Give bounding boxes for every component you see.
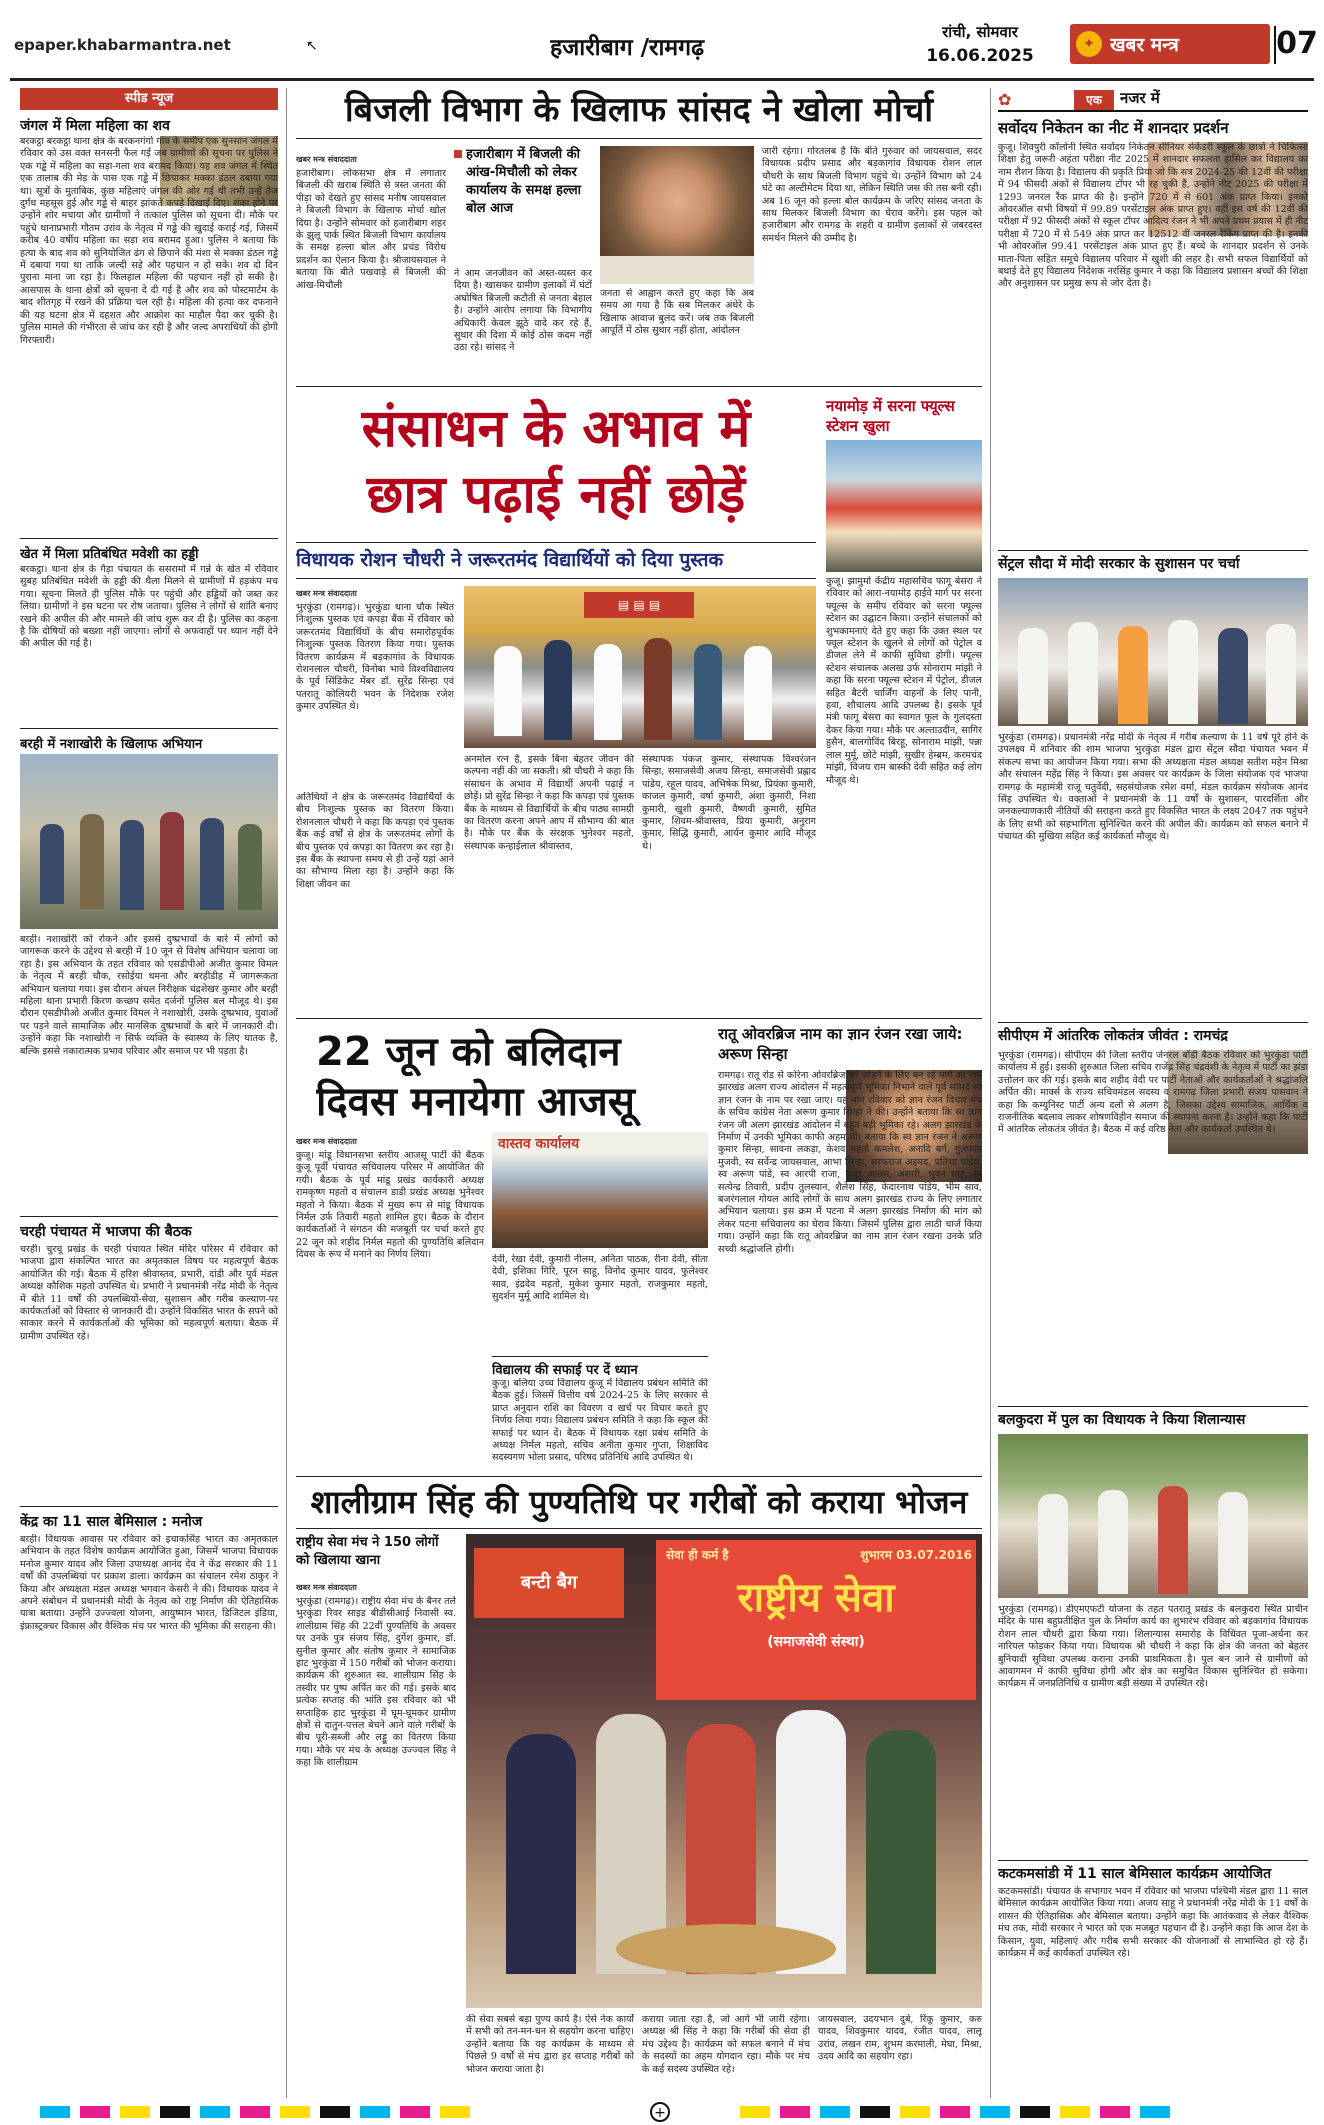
story-body: हजारीबाग। लोकसभा क्षेत्र में लगातार बिजली की खराब स्थिति से त्रस्त जनता की पीड़ा को देखते हुए सांसद मनीष जायसवाल ने बिजली विभाग के खिलाफ मोर्चा खोल दिया है। उन्होंने सोमवार को हजारीबाग शहर के झुलू पार्क स्थित बिजली विभाग कार्यालय के समक्ष हल्ला बोल और प्रचंड विरोध प्रदर्शन का ऐलान किया है। श्रीजायसवाल ने बताया कि बीते पखवाड़े से बिजली की आंख-मिचौली — [296, 168, 446, 291]
story-body: भुरकुंडा (रामगढ़)। भुरकुंडा थाना चौक स्थित निःशुल्क पुस्तक एवं कपड़ा बैंक में रविवार को जरूरतमंद विद्यार्थियों के बीच समारोहपूर्वक निःशुल्क पुस्तक वितरण किया गया। पुस्तक वितरण कार्यक्रम में बड़कागांव के विधायक रोशनलाल चौधरी, विनोबा भावे विश्वविद्यालय के पूर्व सिंडिकेट मेंबर डॉ. सुरेंद्र सिन्हा एवं पतरातू कोलियरी भवन के निदेशक रजेश कुमार उपस्थित थे। — [296, 602, 454, 713]
callout-text: हजारीबाग में बिजली की आंख-मिचौली को लेकर कार्यालय के समक्ष हल्ला बोल आज — [466, 147, 582, 216]
issue-date: 16.06.2025 — [926, 46, 1034, 66]
story-headline: सेंट्रल सौदा में मोदी सरकार के सुशासन पर चर्चा — [998, 556, 1240, 572]
bjp-meeting-photo — [998, 578, 1308, 726]
fuel-station-photo — [826, 440, 982, 572]
story-headline: चरही पंचायत में भाजपा की बैठक — [20, 1224, 192, 1240]
story-body: बरकट्ठा। थाना क्षेत्र के गैड़ा पंचायत के ससरामो में गन्ने के खेत में रविवार सुबह प्रतिबंधित मवेशी के हड्डी की थैला मिलने से ग्रामीणों में हड़कंप मच गया। सूचना मिलते ही पुलिस मौके पर पहुंची और हड्डियों को जब्त कर लिया। ग्रामीणों ने इस घटना पर रोष जताया। पुलिस ने लोगों से शांति बनाए रखने की अपील की और मामले की जांच शुरू कर दी है। पुलिस का कहना है कि दोषियों को बख्शा नहीं जाएगा। लोगों से अफवाहों पर ध्यान नहीं देने की अपील की गई है। — [20, 564, 278, 650]
story-headline: जंगल में मिला महिला का शव — [20, 118, 170, 134]
label-tag: एक — [1074, 90, 1114, 110]
story-headline-line2: दिवस मनायेगा आजसू — [316, 1079, 635, 1125]
main-story — [296, 392, 816, 1014]
banner-title: राष्ट्रीय सेवा — [737, 1575, 895, 1621]
story-body: संस्थापक पंकज कुमार, संस्थापक विश्वरंजन सिन्हा, समाजसेवी अजय सिन्हा, समाजसेवी प्रह्लाद पांडेय, रहूल यादव, अभिषेक मिश्रा, प्रियंका कुमारी, काजल कुमारी, वर्षा कुमारी, अंशा कुमारी, निशा कुमारी, खुशी कुमारी, वैष्णवी कुमारी, सुमित कुमार, शिवम-श्रीवास्तव, प्रिया कुमारी, अनुराग कुमार, सिद्धि कुमारी, आर्यन कुमार आदि मौजूद थे। — [642, 754, 816, 852]
color-swatches-right — [740, 2106, 1280, 2118]
masthead — [0, 0, 1324, 84]
main-subhead: विधायक रोशन चौधरी ने जरूरतमंद विद्यार्थियों को दिया पुस्तक — [296, 549, 724, 571]
story-headline: विद्यालय की सफाई पर दें ध्यान — [492, 1363, 638, 1378]
site-url[interactable]: epaper.khabarmantra.net — [14, 36, 231, 54]
brand-logo — [1070, 24, 1270, 64]
story-body: देवी, रेखा देवी, कुमारी नीलम, अनिता पाठक, रीना देवी, सीता देवी, इशिका गिरि, पूरन साहू, विनोद कुमार यादव, फुलेश्वर साव, इंद्रदेव महतो, मुकेश कुमार महतो, राजकुमार महतो, सुदर्शन मुर्मू आदि शामिल थे। — [492, 1254, 708, 1303]
color-swatches-left — [40, 2106, 560, 2118]
byline: खबर मन्त्र संवाददाता — [296, 1583, 357, 1592]
story-body: कुजू। झामुमो केंद्रीय महासचिव फागू बेसरा ने रविवार को आरा-नयामोड़ हाईवे मार्ग पर सरना फ्यूल्स के समीप रविवार को सरना फ्यूल्स स्टेशन का उद्घाटन किया। उन्होंने संचालकों को शुभकामनाएं देते हुए कहा कि उक्त स्थल पर फ्यूल स्टेशन के खुलने से लोगों को पेट्रोल व डीजल लेने में काफी सुविधा होगी। फ्यूल्स स्टेशन संचालक अलख उर्फ सोनाराम मांझी ने कहा कि सरना फ्यूल्स स्टेशन में पेट्रोल, डीजल सहित बैटरी चार्जिंग वाहनों के लिए पानी, हवा, शौचालय आदि उपलब्ध है। इसके पूर्व मंत्री फागू बेसरा का स्वागत फूल के गुलदस्ता देकर किया गया। मौके पर अल्ताउदीन, सागिर हुसैन, बालगोविंद बिरहू, सोनाराम मांझी, पन्ना लाल मुर्मू, छोटे मांझी, सुखीर हेम्ब्रम, करमचंद मांझी, विजय राम बास्की देवी सहित कई लोग मौजूद थे। — [826, 576, 982, 786]
story-headline: नयामोड़ में सरना फ्यूल्स स्टेशन खुला — [826, 397, 955, 435]
byline: खबर मन्त्र संवाददाता — [296, 589, 357, 598]
ajsu-story — [296, 1022, 708, 1472]
story-body: भुरकुंडा (रामगढ़)। प्रधानमंत्री नरेंद्र मोदी के नेतृत्व में गरीब कल्याण के 11 वर्ष पूरे होने के उपलक्ष्य में शनिवार की शाम भाजपा भुरकुंडा मंडल द्वारा सेंट्रल सौदा पंचायत भवन में संकल्प सभा का आयोजन किया गया। सभा की अध्यक्षता मंडल अध्यक्ष सतीश महेन मिश्रा और संचालन महेंद्र सिंह ने किया। इस अवसर पर कार्यक्रम के जिला संयोजक एवं भाजपा रामगढ़ के महामंत्री राजू चतुर्वेदी, सहसंयोजक रमेश वर्मा, मंडल कार्यक्रम संयोजक आनंद सिंह उपस्थित थे। वक्ताओं ने प्रधानमंत्री के 11 वर्षों के सुशासन, पारदर्शिता और जनकल्याणकारी नीतियों की सराहना करते हुए विकसित भारत के लक्ष्य 2047 तक पहुंचने के लिए सभी को सहभागिता सुनिश्चित करने की अपील की। कार्यक्रम को सफल बनाने में पंचायत की मुखिया सहित कई कार्यकर्ता मौजूद थे। — [998, 732, 1308, 843]
food-distribution-photo — [466, 1534, 982, 2008]
section-label — [998, 88, 1308, 112]
story-headline: केंद्र का 11 साल बेमिसाल : मनोज — [20, 1514, 203, 1530]
story-body: बरही। नशाखोरी को रोकने और इससे दुष्प्रभावों के बारे में लोगों को जागरूक करने के उद्देश्य से बरही में 10 जून से विशेष अभियान चलाया जा रहा है। इस अभियान के तहत रविवार को एसडीपीओ अजीत कुमार विमल के नेतृत्व में बरही चौक, रसोईया धमना और बरहीडीह में जागरूकता अभियान चलाया गया। इस दौरान अंचल निरीक्षक चंद्रशेखर कुमार और बरही महिला थाना प्रभारी किरण कच्छप समेत दर्जनों पुलिस बल मौजूद थे। इस दौरान एसडीपीओ अजीत कुमार विमल ने नशाखोरी, उसके दुष्प्रभाव, युवाओं पर पड़ने वाले सामाजिक और मानसिक दुष्प्रभावों के बारे में जानकारी दी। उन्होंने कहा कि नशाखोरी न सिर्फ व्यक्ति के स्वास्थ्य के लिए घातक है, बल्कि इससे नकारात्मक प्रभाव परिवार और समाज पर भी पड़ता है। — [20, 934, 278, 1057]
story-subhead: राष्ट्रीय सेवा मंच ने 150 लोगों को खिलाया खाना — [296, 1535, 439, 1568]
left-column — [20, 88, 278, 2098]
bridge-foundation-photo — [998, 1434, 1308, 1598]
story-body: अतिथियों ने क्षेत्र के जरूरतमंद विद्यार्थियों के बीच निःशुल्क पुस्तक का वितरण किया। रोशनलाल चौधरी ने कहा कि कपड़ा एवं पुस्तक बैंक कई वर्षों से क्षेत्र के जरूरतमंद लोगों के बीच पुस्तक एवं कपड़ा का वितरण कर रहा है। इस बैंक के स्थापना समय से ही उन्हें यहां आने का सौभाग्य मिला रहा है। उन्होंने कहा कि शिक्षा जीवन का — [296, 792, 454, 890]
story-body: कुजू। बलिया उच्च विद्यालय कुजू में विद्यालय प्रबंधन समिति की बैठक हुई। जिसमें वित्तीय वर्ष 2024-25 के लिए सरकार से प्राप्त अनुदान राशि का विवरण व खर्च पर विचार करते हुए निर्णय लिया गया। विद्यालय प्रबंधन समिति ने कहा कि स्कूल की सफाई पर ध्यान दें। बैठक में विधायक रक्षा प्रबंध समिति के अध्यक्ष निर्मल महतो, सचिव अनीता कुमार गुप्ता, शिक्षाविद सदस्यगण भोला प्रसाद, परिषद प्रतिनिधि आदि उपस्थित थे। — [492, 1378, 708, 1464]
story-body: कुजू। शिवपुरी कॉलोनी स्थित सर्वोदय निकेतन सीनियर सेकेंडरी स्कूल के छात्रों ने चिकित्सा शिक्षा हेतु जरूरी अहंता परीक्षा नीट 2025 में शानदार सफलता हासिल कर विद्यालय का नाम रौशन किया है। विद्यालय की प्रकृति प्रिया जो कि सत्र 2024-25 की 12वीं की परीक्षा में 94 फीसदी अंकों से विद्यालय टॉपर भी रह चुकी हैं, उन्होंने नीट 2025 की परीक्षा में 1293 जनरल रैंक प्राप्त की है। इन्होंने 720 में से 601 अंक प्राप्त किया। इनको ओवरऑल सभी विषयों में 99.89 परसेंटाइल अंक प्राप्त हुए। वहीं इस वर्ष की 12वीं की परीक्षा में 92 फीसदी अंकों से स्कूल टॉपर आदित्य रंजन ने भी अपने प्रथम प्रयास में ही नीट परीक्षा में 720 में से 549 अंक प्राप्त कर 12512 वीं जनरल रैंकिंग प्राप्त की है। इनकी भी ओवरऑल 99.41 परसेंटाइल अंक प्राप्त हुए हैं। बच्चे के शानदार प्रदर्शन से उनके माता-पिता सहित समूचे विद्यालय परिवार में खुशी की लहर है। सभी सफल विद्यार्थियों को बधाई देते हुए विद्यालय निदेशक नरसिंह कुमार ने कहा कि विद्यालय प्रशासन बच्चों की शिक्षा और अनुशासन पर प्रमुख रूप से जोर देता है। — [998, 142, 1308, 290]
right-column — [998, 88, 1308, 2098]
page-number: 07 — [1274, 26, 1318, 64]
story-body: कटकमसांडी। पंचायत के सभागार भवन में रविवार को भाजपा पश्चिमी मंडल द्वारा 11 साल बेमिसाल कार्यक्रम आयोजित किया गया। अजय साहू ने प्रधानमंत्री नरेंद्र मोदी के 11 वर्षों के शासन की ऐतिहासिक और बेमिसाल बताया। उन्होंने कहा कि आतंकवाद से लेकर वैश्विक मंच तक, मोदी सरकार ने भारत को एक मजबूत पहचान दी है। उन्होंने कहा कि आज देश के किसान, युवा, महिलाएं और गरीब सभी सरकार की योजनाओं से लाभान्वित हो रहे हैं। कार्यक्रम में कई कार्यकर्ता उपस्थित रहे। — [998, 1886, 1308, 1960]
banner-org: (समाजसेवी संस्था) — [767, 1634, 865, 1650]
main-headline-line2: छात्र पढ़ाई नहीं छोड़ें — [366, 465, 746, 525]
story-headline: कटकमसांडी में 11 साल बेमिसाल कार्यक्रम आयोजित — [998, 1866, 1272, 1882]
campaign-photo — [20, 754, 278, 929]
story-body: जायसवाल, उदयभान दुबे, रिंकू कुमार, करु यादव, शिवकुमार यादव, रंजीत यादव, लालू उरांव, लखन राम, शुभम करमाली, मेघा, मिश्रा, उदय आदि का सहयोग रहा। — [818, 2014, 982, 2063]
story-body: कुजू। मांडू विधानसभा स्तरीय आजसू पार्टी की बैठक कुजू पूर्वी पंचायत सचिवालय परिसर में आयोजित की गयी। बैठक के पूर्व मांडू प्रखंड कार्यकारी अध्यक्ष रामकृष्ण महतो व संचालन डाडी प्रखंड अध्यक्ष भुनेश्वर महतो ने किया। बैठक में मुख्य रूप से मांडू विधायक निर्मल उर्फ तिवारी महतो शामिल हुए। बैठक के दौरान कार्यकर्ताओं ने संगठन की मजबूती पर चर्चा करते हुए 22 जून को शहीद निर्मल महतो की पुण्यतिथि बलिदान दिवस के रूप में मनाने का निर्णय लिया। — [296, 1150, 484, 1261]
story-headline: खेत में मिला प्रतिबंधित मवेशी का हड्डी — [20, 547, 199, 562]
ajsu-meeting-photo — [492, 1132, 708, 1248]
byline: खबर मन्त्र संवाददाता — [296, 155, 357, 164]
story-body: भुरकुंडा (रामगढ़)। राष्ट्रीय सेवा मंच के बैनर तले भुरकुंडा रिवर साइड बीडीसीआई निवासी स्व. शालीग्राम सिंह की 22वीं पुण्यतिथि के अवसर पर उनके पुत्र संजय सिंह, दुर्गेश कुमार, डॉ. सुनील कुमार और संतोष कुमार ने सामाजिक हाट भुरकुंडा में 150 गरीबों को भोजन कराया। कार्यक्रम की शुरुआत स्व. शालीग्राम सिंह के तस्वीर पर पुष्प अर्पित कर की गई। इसके बाद प्रत्येक सप्ताह की भांति इस रविवार को भी सप्ताहिक हाट भुरकुंडा में घूम-घूमकर ग्रामीण क्षेत्रों से दातुन-पत्तल बेचने आने वाले गरीबों के बीच पूरी-सब्जी और लड्डू का वितरण किया गया। मौके पर मंच के अध्यक्ष उज्ज्वल सिंह ने कहा कि शालीग्राम — [296, 1596, 456, 1769]
story-body: भुरकुंडा (रामगढ़)। डीएमएफटी योजना के तहत पतरातू प्रखंड के बलकुदरा स्थित प्राचीन मंदिर के पास बहुप्रतीक्षित पुल के निर्माण कार्य का शुभारंभ रविवार को बड़कागांव विधायक रोशन लाल चौधरी द्वारा किया गया। शिलान्यास समारोह के विधिवत पूजा-अर्चना कर नारियल फोड़कर किया गया। विधायक श्री चौधरी ने कहा कि क्षेत्र की जनता को बेहतर बुनियादी सुविधा उपलब्ध कराना उनकी प्राथमिकता है। पुल बन जाने से ग्रामीणों को आवागमन में काफी सुविधा होगी और क्षेत्र का समुचित विकास सुनिश्चित हो सकेगा। कार्यक्रम में जनप्रतिनिधि व ग्रामीण बड़ी संख्या में उपस्थित रहे। — [998, 1604, 1308, 1690]
seva-banner — [656, 1540, 976, 1700]
brand-logo-mark: ✦ — [1076, 31, 1102, 57]
story-body: जारी रहेगा। गोरतलब है कि बीते गुरुवार को जायसवाल, सदर विधायक प्रदीप प्रसाद और बड़कागांव विधायक रोशन लाल चौधरी के साथ बिजली विभाग पहुंचे थे। उन्होंने विभाग को 24 घंटे का अल्टीमेटम दिया था, लेकिन स्थिति जस की तस बनी रही। अब 16 जून को हल्ला बोल कार्यक्रम के जरिए सांसद जनता के साथ मिलकर बिजली विभाग का घेराव करेंगे। इस पहल को हजारीबाग और रामगढ़ के शहरी व ग्रामीण इलाकों से जबरदस्त समर्थन मिलने की उम्मीद है। — [762, 146, 982, 244]
story-body: ने आम जनजीवन को अस्त-व्यस्त कर दिया है। खासकर ग्रामीण इलाकों में घंटों अघोषित बिजली कटौती से जनता बेहाल है। उन्होंने आरोप लगाया कि विभागीय अधिकारी केवल झूठे वादे कर रहे हैं, सुधार की दिशा में कोई ठोस कदम नहीं उठा रहे। सांसद ने — [454, 268, 592, 354]
callout-box — [454, 146, 592, 262]
label-text: नजर में — [1120, 89, 1160, 107]
print-registration-bar — [0, 2100, 1324, 2125]
brand-name: खबर मन्त्र — [1110, 34, 1179, 56]
story-body: कराया जाता रहा है, जो आगे भी जारी रहेगा। अध्यक्ष श्री सिंह ने कहा कि गरीबों की सेवा ही मंच उद्देश्य है। कार्यक्रम को सफल बनाने में मंच के सदस्यों का अहम योगदान रहा। मौके पर मंच के कई सदस्य उपस्थित रहे। — [642, 2014, 810, 2075]
story-headline: बिजली विभाग के खिलाफ सांसद ने खोला मोर्चा — [344, 90, 934, 130]
story-headline: बलकुदरा में पुल का विधायक ने किया शिलान्यास — [998, 1412, 1246, 1428]
story-headline: रातू ओवरब्रिज नाम का ज्ञान रंजन रखा जाये: अरूण सिन्हा — [718, 1025, 963, 1063]
top-story — [296, 88, 982, 382]
shaligram-story — [296, 1480, 982, 2090]
story-body: रामगढ़। रातू रोड से कोरेना ओवरब्रिज को जोड़ने के लिए बन रहे मार्ग का नाम झारखंड अलग राज्य आंदोलन में महत्वपूर्ण भूमिका निभाने वाले पूर्व सांसद स्व ज्ञान रंजन के नाम पर रखा जाए। यह मांग रविवार को ज्ञान रंजन विचार मंच के सचिव कांग्रेस नेता अरूण कुमार सिन्हा ने की। उन्होंने बताया कि स्व ज्ञान रंजन जी अलग झारखंड आंदोलन में बहुत बड़ी भूमिका रहे। अलग झारखंड के निर्माण में उनकी भूमिका काफी अहम थी। बताया कि स्व ज्ञान रंजन ने अरूण कुमार सिन्हा, सावना लकड़ा, केशव महतो कमलेश, अनादि बर्ग, गुलफाम मुजवी, स्व सर्वेन्द्र जायसवाल, आभा सिन्हा, सरफराज अहमद, प्रतिभा पांडेय, स्व अरूण पांडे, स्व आरपी राजा, मंजूर आलम, अंसारी, भुवन साहू, स्व सत्येन्द्र तिवारी, प्रदीप तुलस्यान, शैलेश सिंह, केदारनाथ पांडेय, भीम साव, बजरंगलाल गोयल आदि लोगों के साथ अलग झारखंड राज्य के लिए लगातार अभियान चलाया। इस क्रम में पटना में अलग झारखंड निर्माण की मांग को लेकर पटना सचिवालय का घेराव किया। जिसमें पुलिस द्वारा लाठी चार्ज किया गया। उन्होंने कहा कि रातू ओवरब्रिज का नाम ज्ञान रंजन रखना उनके प्रति सच्ची श्रद्धांजलि होगी। — [718, 1070, 982, 1255]
story-body: बरही। विधायक आवास पर रविवार को इचाकसिंह भारत का अमृतकाल अभियान के तहत विशेष कार्यक्रम आयोजित हुआ, जिसमें भाजपा विधायक मनोज कुमार यादव और जिला उपाध्यक्ष आनंद देव ने केंद्र सरकार की 11 वर्षों की उपलब्धियां पर प्रकाश डाला। कार्यक्रम का संचालन रमेश ठाकुर ने किया और अध्यक्षता मंडल अध्यक्ष भगवान केसरी ने की। विधायक यादव ने अपने संबोधन में प्रधानमंत्री मोदी के नेतृत्व को राष्ट्र निर्माण की ऐतिहासिक यात्रा बताया। उन्होंने उज्ज्वला योजना, आयुष्मान भारत, डिजिटल इंडिया, इंफ्रास्ट्रक्चर विकास और वैश्विक मंच पर भारत की भूमिका की सराहना की। — [20, 1534, 278, 1632]
byline: खबर मन्त्र संवाददाता — [296, 1137, 357, 1146]
bridge-story — [718, 1022, 982, 1472]
story-headline: बरही में नशाखोरी के खिलाफ अभियान — [20, 737, 203, 752]
story-body: अनमोल रत्न है, इसके बिना बेहतर जीवन की कल्पना नहीं की जा सकती। श्री चौधरी ने कहा कि संसाधन के अभाव में विद्यार्थी अपनी पढ़ाई न छोड़ें। प्रो सुरेंद्र सिन्हा ने कहा कि कपड़ा एवं पुस्तक बैंक के माध्यम से विद्यार्थियों के बीच पाठ्य सामग्री का वितरण करना अपने आप में सौभाग्य की बात है। मौके पर बैंक के संरक्षक भुनेश्वर महतो, संस्थापक कन्हाईलाल श्रीवास्तव, — [464, 754, 634, 852]
registration-crosshair-icon: + — [650, 2102, 670, 2122]
edition-title: हजारीबाग /रामगढ़ — [550, 35, 705, 61]
stall-sign-text: बन्टी बैग — [520, 1572, 578, 1593]
stall-sign — [474, 1548, 624, 1618]
story-headline-line1: 22 जून को बलिदान — [316, 1029, 621, 1075]
office-banner: वास्तव कार्यालय — [498, 1136, 580, 1152]
banner-slogan: सेवा ही कर्म है — [666, 1548, 729, 1562]
story-body: की सेवा सबसे बड़ा पुण्य कार्य है। ऐसे नेक कार्यों में सभी को तन-मन-धन से सहयोग करना चाहिए। उन्होंने बताया कि यह कार्यक्रम के माध्यम से पिछले 9 वर्षों से मंच द्वारा हर सप्ताह गरीबों को भोजन कराया जाता है। — [466, 2014, 634, 2075]
story-body: भुरकुंडा (रामगढ़)। सीपीएम की जिला स्तरीय जेनरल बॉडी बैठक रविवार को भुरकुंडा पार्टी कार्यालय में हुई। इसकी शुरुआत जिला सचिव राजेंद्र सिंह चंद्रवंशी के नेतृत्व में पार्टी का झंडा उत्तोलन कर की गई। इसके बाद शहीद वेदी पर पार्टी नेताओं और कार्यकर्ताओं ने श्रद्धांजलि अर्पित की। मार्क्स के राज्य सचिवमंडल सदस्य व रामगढ़ जिला प्रभारी संजय पासवान ने कहा कि कम्युनिस्ट पार्टी अन्य दलों से अलग है, जिसका उद्देश्य सामाजिक, आर्थिक व राजनीतिक बदलाव लाकर शोषणविहीन समाज की स्थापना करना है। उन्होंने कहा कि पार्टी में आंतरिक लोकतंत्र जीवंत है। बैठक में कई वरिष्ठ नेता और कार्यकर्ता उपस्थित थे। — [998, 1050, 1308, 1136]
main-headline-line1: संसाधन के अभाव में — [361, 399, 751, 459]
story-headline: सर्वोदय निकेतन का नीट में शानदार प्रदर्शन — [998, 119, 1229, 137]
story-body: बरकट्ठा बरकट्ठा थाना क्षेत्र के बरकनगंगो गांव के समीप एक सुनसान जंगल में रविवार को उस वक्त सनसनी फैल गई जब ग्रामीणों की सूचना पर पुलिस ने एक गड्ढे में महिला का सड़ा-गला शव बरामद किया। यह शव जंगल में स्थित एक तालाब की मेड़ के पास एक गड्ढे में छिपाकर मक्का डंठल दबाया गया था। सूत्रों के मुताबिक, कुछ महिलाएं जंगल की ओर गई थी तभी उन्हें तेज दुर्गंध महसूस हुई और गड्ढे से बाहर झांकते कपड़े दिखाई दिए। शंका होने पर उन्होंने शोर मचाया और ग्रामीणों ने तत्काल पुलिस को सूचना दी। मौके पर पहुंचे थानाप्रभारी गौतम उरांव के नेतृत्व में गड्ढे की खुदाई कराई गई, जिसमें करीब 40 वर्षीय महिला का सड़ा शव बरामद हुआ। पुलिस ने बताया कि हत्या के बाद शव को सुनियोजित ढंग से छिपाने की मंशा से मक्का डंठल गड्ढे में दबाया गया था ताकि जल्दी सड़े और पहचान न हो सके। शव दो दिन पुराना माना जा रहा है। फिलहाल महिला की पहचान नहीं हो सकी है। आसपास के थाना क्षेत्रों को सूचना दे दी गई है और शव को पोस्टमार्टम के बाद शीतगृह में रखने की प्रक्रिया चल रही है। महिला की हत्या कर दफनाने की यह घटना क्षेत्र में दहशत और आक्रोश का माहौल पैदा कर चुकी है। पुलिस मामले की गंभीरता से जांच कर रही है और जल्द अपराधियों की होगी गिरफ्तारी। — [20, 136, 278, 346]
cursor-icon: ↖ — [306, 38, 318, 54]
story-headline: शालीग्राम सिंह की पुण्यतिथि पर गरीबों को कराया भोजन — [310, 1483, 968, 1521]
banner-date: शुभारम 03.07.2016 — [860, 1548, 972, 1562]
city-day: रांची, सोमवार — [942, 23, 1018, 41]
mp-portrait-photo — [600, 146, 754, 284]
flower-icon: ✿ — [998, 90, 1012, 109]
story-headline: सीपीएम में आंतरिक लोकतंत्र जीवंत : रामचंद्र — [998, 1028, 1228, 1044]
book-distribution-photo: ▤ ▤ ▤ — [464, 586, 816, 748]
story-body: चरही। चुरचू प्रखंड के चरही पंचायत स्थित मंदिर परिसर में रविवार को भाजपा द्वारा संकल्पित भारत का अमृतकाल विषय पर महत्वपूर्ण बैठक आयोजित की गई। बैठक में हरिश श्रीवास्तव, प्रभारी, दांडी और पूर्व मंडल अध्यक्ष कौशिक महतो उपस्थित थे। प्रभारी ने प्रधानमंत्री नरेंद्र मोदी के नेतृत्व में बीते 11 वर्षों की उपलब्धियों-सेवा, सुशासन और गरीब कल्याण-पर कार्यकर्ताओं को विस्तार से जानकारी दी। उन्होंने विकसित भारत के सपने को साकार करने में कार्यकर्ताओं की भूमिका को महत्वपूर्ण बताया। बैठक में ग्रामीण उपस्थित रहे। — [20, 1244, 278, 1342]
story-body: जनता से आह्वान करते हुए कहा कि अब समय आ गया है कि सब मिलकर अंधेरे के खिलाफ आवाज बुलंद करें। जब तक बिजली आपूर्ति में ठोस सुधार नहीं होता, आंदोलन — [600, 288, 754, 337]
speed-news-label: स्पीड न्यूज — [20, 88, 278, 110]
